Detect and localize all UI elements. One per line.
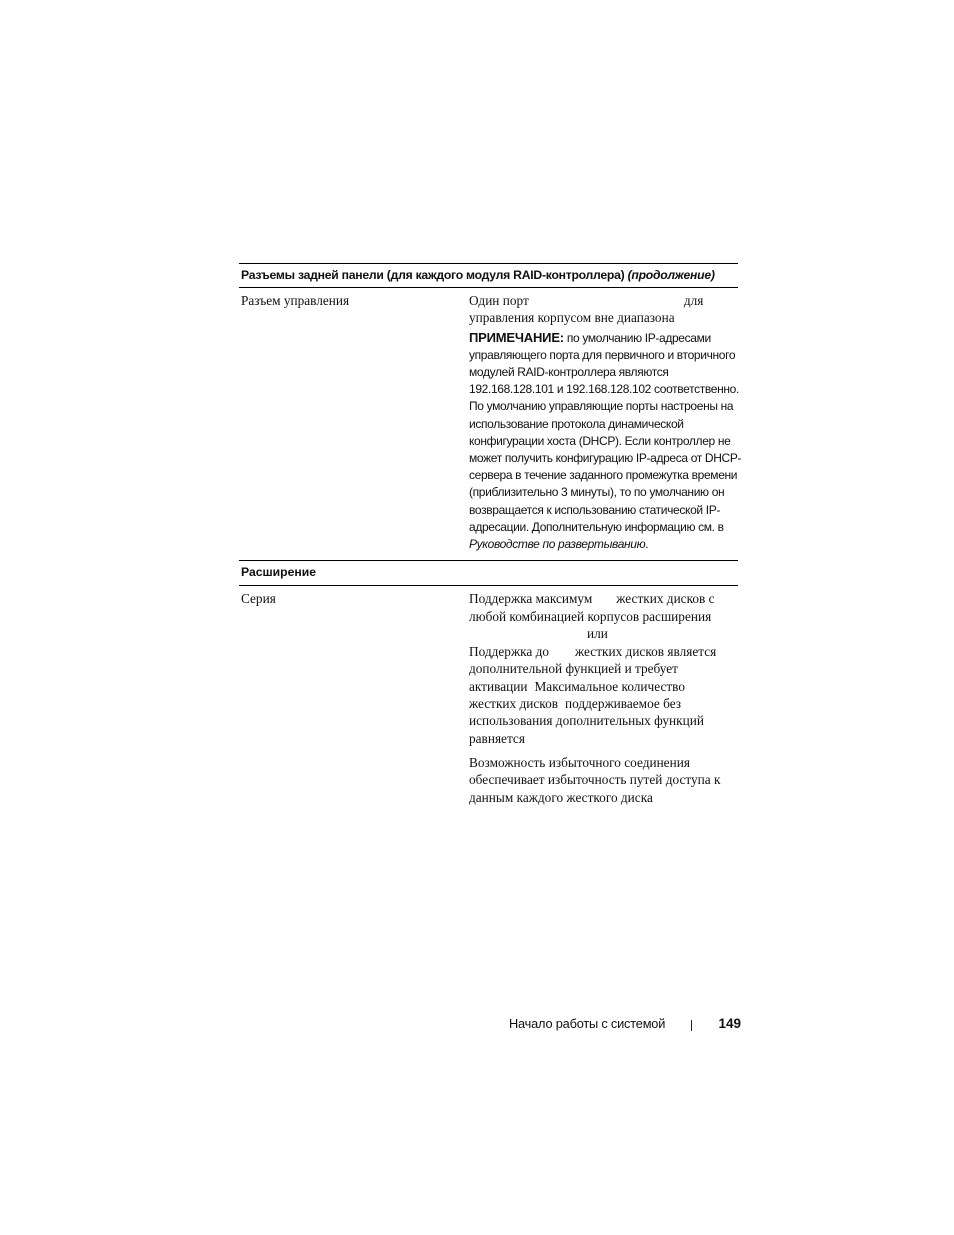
series-p2-g: поддерживаемое без: [565, 696, 682, 712]
table-row-series: [239, 586, 738, 812]
management-line-1-end: для: [683, 293, 704, 308]
page-number: 149: [718, 1016, 741, 1031]
series-p2-a: Поддержка до: [469, 644, 550, 660]
page-footer: [509, 1014, 741, 1034]
series-p1-a: Поддержка максимум: [469, 591, 593, 607]
expansion-section-heading: Расширение: [241, 565, 317, 580]
series-p2-d: активации: [469, 678, 528, 694]
series-description: [469, 590, 737, 806]
footer-divider: [691, 1020, 692, 1031]
note-end: .: [645, 537, 649, 552]
note-label: ПРИМЕЧАНИЕ:: [469, 329, 564, 345]
series-p1-c: любой комбинацией корпусов расширения: [469, 608, 712, 624]
note-body: по умолчанию IP-адресами управляющего порта для первичного и вторичного модулей RAID-контроллера являются 192.168.128.101 и 192.168.128.102 соответственно. По умолчанию управляющие порты настроены на использование протокола динамической конфигурации хоста (DHCP). Если контроллер не может получить конфигурацию IP-адреса от DHCP-сервера в течение заданного промежутка времени (приблизительно 3 минуты), то по умолчанию он возвращается к использованию статической IP-адресации. Дополнительную информацию см. в: [469, 330, 742, 534]
management-line-1: [469, 292, 737, 309]
series-label: Серия: [241, 591, 276, 607]
table-title: [239, 264, 738, 287]
specifications-table: [239, 263, 742, 812]
series-paragraph-1: [469, 590, 737, 642]
series-p2-c: дополнительной функцией и требует: [469, 661, 678, 677]
note-block: [469, 329, 743, 554]
series-p2-i: равняется: [469, 730, 525, 746]
series-p2-f: жестких дисков: [469, 696, 559, 712]
series-p2-h: использования дополнительных функций: [469, 713, 704, 729]
series-p2-e: Максимальное количество: [534, 678, 686, 694]
footer-section-title: Начало работы с системой: [509, 1016, 666, 1031]
management-connector-label: Разъем управления: [241, 293, 350, 308]
management-line-1-start: Один порт: [469, 293, 529, 308]
series-p1-d: или: [587, 625, 608, 641]
table-title-continued: (продолжение): [627, 268, 715, 282]
note-doc-title: Руководстве по развертыванию: [469, 537, 646, 552]
series-p1-b: жестких дисков с: [616, 591, 715, 607]
management-line-2: управления корпусом вне диапазона: [469, 310, 675, 326]
series-p2-b: жестких дисков является: [575, 644, 717, 660]
table-row-management: [239, 288, 742, 560]
management-connector-description: [469, 292, 742, 553]
series-paragraph-3: Возможность избыточного соединения обеспечивает избыточность путей доступа к данным каждого жесткого диска: [469, 754, 721, 805]
table-title-text: Разъемы задней панели (для каждого модуля RAID-контроллера): [241, 268, 625, 282]
series-paragraph-2: [469, 643, 737, 747]
